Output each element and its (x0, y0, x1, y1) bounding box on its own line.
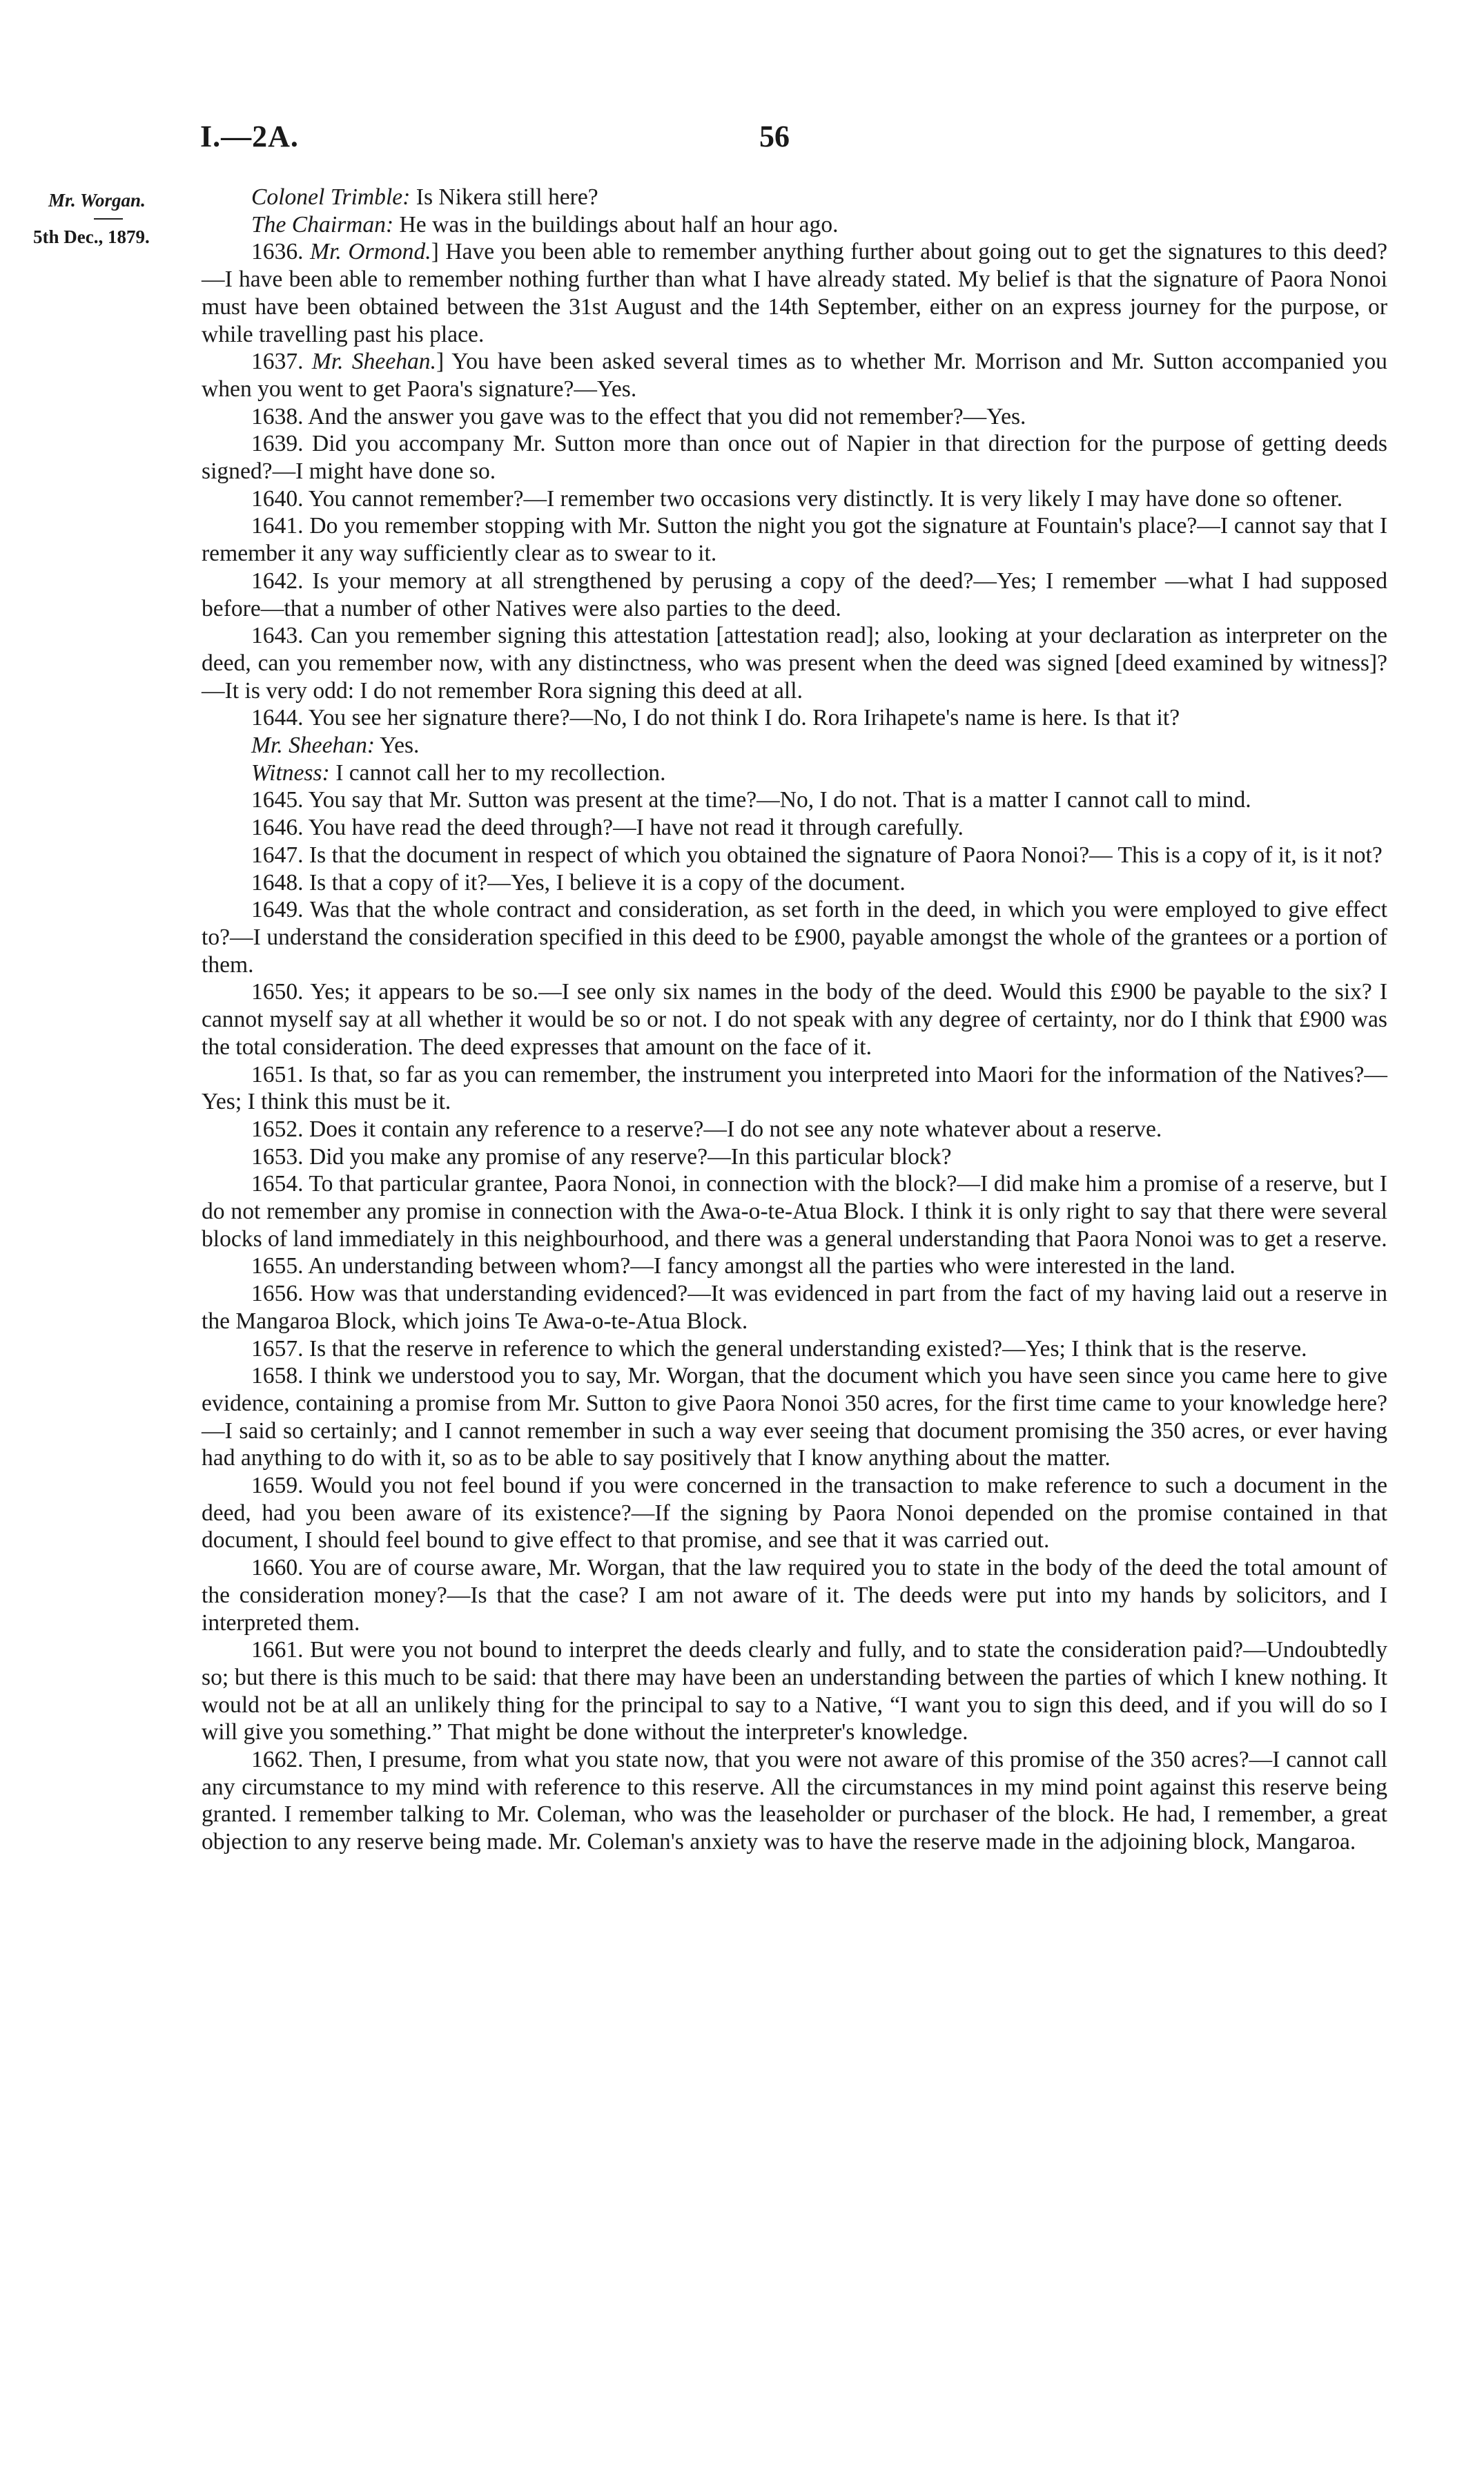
paragraph-text: You cannot remember?—I remember two occasions very distinctly. It is very likely I may have done so oftener. (303, 485, 1343, 512)
question-number: 1662. (251, 1747, 304, 1773)
paragraph-text: ] You have been asked several times as to whether Mr. Morrison and Mr. Sutton accompanied you when you went to get Paora's signature?—Yes. (202, 349, 1387, 402)
paragraph-text: Do you remember stopping with Mr. Sutton the night you got the signature at Fountain's place?—I cannot say that I remember it any way sufficiently clear as to swear to it. (202, 513, 1387, 567)
testimony-paragraph (202, 759, 1387, 787)
speaker-label: Witness: (251, 759, 330, 786)
question-number: 1653. (251, 1143, 304, 1170)
testimony-paragraph (202, 622, 1387, 704)
question-number: 1640. (251, 485, 304, 512)
questioner-name: Mr. Sheehan. (311, 349, 436, 375)
paragraph-text: Is that the document in respect of which you obtained the signature of Paora Nonoi?— This is a copy of it, is it not? (303, 842, 1383, 868)
paragraph-text: But were you not bound to interpret the deeds clearly and fully, and to state the consideration paid?—Undoubtedly so; but there is this much to be said: that there may have been an understanding between the parties of which I knew nothing. It would not be at all an unlikely thing for the principal to say to a Native, “I want you to sign this deed, and if you will do so I will give you something.” That might be done without the interpreter's knowledge. (202, 1637, 1387, 1745)
testimony-paragraph (202, 842, 1387, 869)
question-number: 1659. (251, 1473, 304, 1499)
testimony-paragraph (202, 704, 1387, 732)
question-number: 1655. (251, 1253, 304, 1279)
testimony-paragraph (202, 184, 1387, 211)
testimony-paragraph (202, 348, 1387, 403)
question-number: 1641. (251, 513, 304, 539)
margin-date: 5th Dec., 1879. (33, 226, 150, 247)
testimony-body (202, 184, 1387, 1856)
paragraph-text: Is that the reserve in reference to which the general understanding existed?—Yes; I think that is the reserve. (303, 1335, 1307, 1362)
paragraph-text: He was in the buildings about half an hour ago. (393, 211, 839, 238)
paragraph-text: An understanding between whom?—I fancy amongst all the parties who were interested in the land. (303, 1253, 1236, 1279)
paragraph-text: Is that, so far as you can remember, the instrument you interpreted into Maori for the information of the Natives?—Yes; I think this must be it. (202, 1061, 1387, 1115)
margin-rule (94, 218, 123, 220)
question-number: 1644. (251, 705, 304, 731)
paragraph-text: Was that the whole contract and consideration, as set forth in the deed, in which you were employed to give effect to?—I understand the consideration specified in this deed to be £900, payable amongst the whole of the grantees or a portion of them. (202, 897, 1387, 978)
paragraph-text: I think we understood you to say, Mr. Worgan, that the document which you have seen since you came here to give evidence, containing a promise from Mr. Sutton to give Paora Nonoi 350 acres, for the first time came to your knowledge here?—I said so certainly; and I cannot remember in such a way ever seeing that document promising the 350 acres, or ever having had anything to do with it, so as to be able to say positively that I know anything about the matter. (202, 1363, 1387, 1471)
testimony-paragraph (202, 1143, 1387, 1171)
testimony-paragraph (202, 1252, 1387, 1280)
testimony-paragraph (202, 1280, 1387, 1335)
question-number: 1657. (251, 1335, 304, 1362)
question-number: 1645. (251, 787, 304, 813)
questioner-name: Mr. Ormond. (310, 239, 431, 265)
testimony-paragraph (202, 403, 1387, 431)
paragraph-text: To that particular grantee, Paora Nonoi, in connection with the block?—I did make him a promise of a reserve, but I do not remember any promise in connection with the Awa-o-te-Atua Block. I think it is only right to say that there were several blocks of land immediately in this neighbourhood, and there was a general understanding that Paora Nonoi was to get a reserve. (202, 1171, 1387, 1252)
question-number: 1649. (251, 897, 304, 923)
testimony-paragraph (202, 1472, 1387, 1554)
testimony-paragraph (202, 568, 1387, 622)
question-number: 1648. (251, 869, 304, 896)
testimony-paragraph (202, 786, 1387, 814)
margin-note (28, 190, 186, 248)
paragraph-text: You say that Mr. Sutton was present at the time?—No, I do not. That is a matter I cannot call to mind. (303, 787, 1251, 813)
testimony-paragraph (202, 869, 1387, 897)
speaker-label: Mr. Sheehan: (251, 733, 375, 759)
question-number: 1646. (251, 815, 304, 841)
paragraph-text: Did you make any promise of any reserve?—In this particular block? (303, 1143, 952, 1170)
paragraph-text: You see her signature there?—No, I do not think I do. Rora Irihapete's name is here. Is that it? (303, 705, 1180, 731)
question-number: 1636. (251, 239, 304, 265)
paragraph-text: Is Nikera still here? (410, 184, 598, 210)
page-header (0, 119, 1484, 160)
paragraph-text: Is that a copy of it?—Yes, I believe it is a copy of the document. (303, 869, 906, 896)
testimony-paragraph (202, 1061, 1387, 1116)
margin-witness-name: Mr. Worgan. (48, 190, 146, 211)
question-number: 1637. (251, 349, 304, 375)
question-number: 1638. (251, 403, 304, 429)
paragraph-text: Yes. (375, 733, 420, 759)
document-reference: I.—2A. (200, 119, 299, 153)
question-number: 1658. (251, 1363, 304, 1389)
testimony-paragraph (202, 512, 1387, 567)
paragraph-text: You have read the deed through?—I have not read it through carefully. (303, 815, 964, 841)
question-number: 1643. (251, 623, 304, 649)
question-number: 1639. (251, 431, 304, 457)
speaker-label: Colonel Trimble: (251, 184, 411, 210)
testimony-paragraph (202, 814, 1387, 842)
testimony-paragraph (202, 732, 1387, 759)
paragraph-text: Yes; it appears to be so.—I see only six names in the body of the deed. Would this £900 be payable to the six? I cannot myself say at all whether it would be so or not. I do not speak with any degree of certainty, nor do I think that £900 was the total consideration. The deed expresses that amount on the face of it. (202, 979, 1387, 1060)
question-number: 1650. (251, 979, 304, 1005)
testimony-paragraph (202, 896, 1387, 978)
question-number: 1660. (251, 1555, 304, 1581)
testimony-paragraph (202, 1170, 1387, 1252)
testimony-paragraph (202, 1746, 1387, 1856)
question-number: 1651. (251, 1061, 304, 1087)
question-number: 1654. (251, 1171, 304, 1197)
testimony-paragraph (202, 1362, 1387, 1472)
question-number: 1656. (251, 1281, 304, 1307)
paragraph-text: You are of course aware, Mr. Worgan, that the law required you to state in the body of the deed the total amount of the consideration money?—Is that the case? I am not aware of it. The deeds were put into my hands by solicitors, and I interpreted them. (202, 1555, 1387, 1636)
paragraph-text: Can you remember signing this attestation [attestation read]; also, looking at your declaration as interpreter on the deed, can you remember now, with any distinctness, who was present when the deed was signed [deed examined by witness]?—It is very odd: I do not remember Rora signing this deed at all. (202, 623, 1387, 704)
testimony-paragraph (202, 1116, 1387, 1143)
paragraph-text: Does it contain any reference to a reserve?—I do not see any note whatever about a reserve. (303, 1116, 1162, 1142)
paragraph-text: Is your memory at all strengthened by perusing a copy of the deed?—Yes; I remember —what I had supposed before—that a number of other Natives were also parties to the deed. (202, 568, 1387, 621)
question-number: 1652. (251, 1116, 304, 1142)
question-number: 1647. (251, 842, 304, 868)
question-number: 1642. (251, 568, 304, 594)
testimony-paragraph (202, 485, 1387, 513)
testimony-paragraph (202, 211, 1387, 239)
testimony-paragraph (202, 978, 1387, 1061)
speaker-label: The Chairman: (251, 211, 394, 238)
paragraph-text: ] Have you been able to remember anything further about going out to get the signatures to this deed?—I have been able to remember nothing further than what I have already stated. My belief is that the signature of Paora Nonoi must have been obtained between the 31st August and the 14th September, either on an express journey for the purpose, or while travelling past his place. (202, 239, 1387, 347)
paragraph-text: Did you accompany Mr. Sutton more than once out of Napier in that direction for the purpose of getting deeds signed?—I might have done so. (202, 431, 1387, 485)
page-number: 56 (759, 119, 790, 153)
paragraph-text: How was that understanding evidenced?—It was evidenced in part from the fact of my having laid out a reserve in the Mangaroa Block, which joins Te Awa-o-te-Atua Block. (202, 1281, 1387, 1334)
paragraph-text: I cannot call her to my recollection. (329, 759, 666, 786)
question-number: 1661. (251, 1637, 304, 1663)
testimony-paragraph (202, 1554, 1387, 1636)
testimony-paragraph (202, 238, 1387, 348)
paragraph-text: Would you not feel bound if you were concerned in the transaction to make reference to such a document in the deed, had you been aware of its existence?—If the signing by Paora Nonoi depended on the promise contained in that document, I should feel bound to give effect to that promise, and see that it was carried out. (202, 1473, 1387, 1554)
testimony-paragraph (202, 1335, 1387, 1363)
testimony-paragraph (202, 430, 1387, 485)
paragraph-text: And the answer you gave was to the effect that you did not remember?—Yes. (303, 403, 1026, 429)
testimony-paragraph (202, 1636, 1387, 1746)
paragraph-text: Then, I presume, from what you state now, that you were not aware of this promise of the 350 acres?—I cannot call any circumstance to my mind with reference to this reserve. All the circumstances in my mind point against this reserve being granted. I remember talking to Mr. Coleman, who was the leaseholder or purchaser of the block. He had, I remember, a great objection to any reserve being made. Mr. Coleman's anxiety was to have the reserve made in the adjoining block, Mangaroa. (202, 1747, 1387, 1855)
